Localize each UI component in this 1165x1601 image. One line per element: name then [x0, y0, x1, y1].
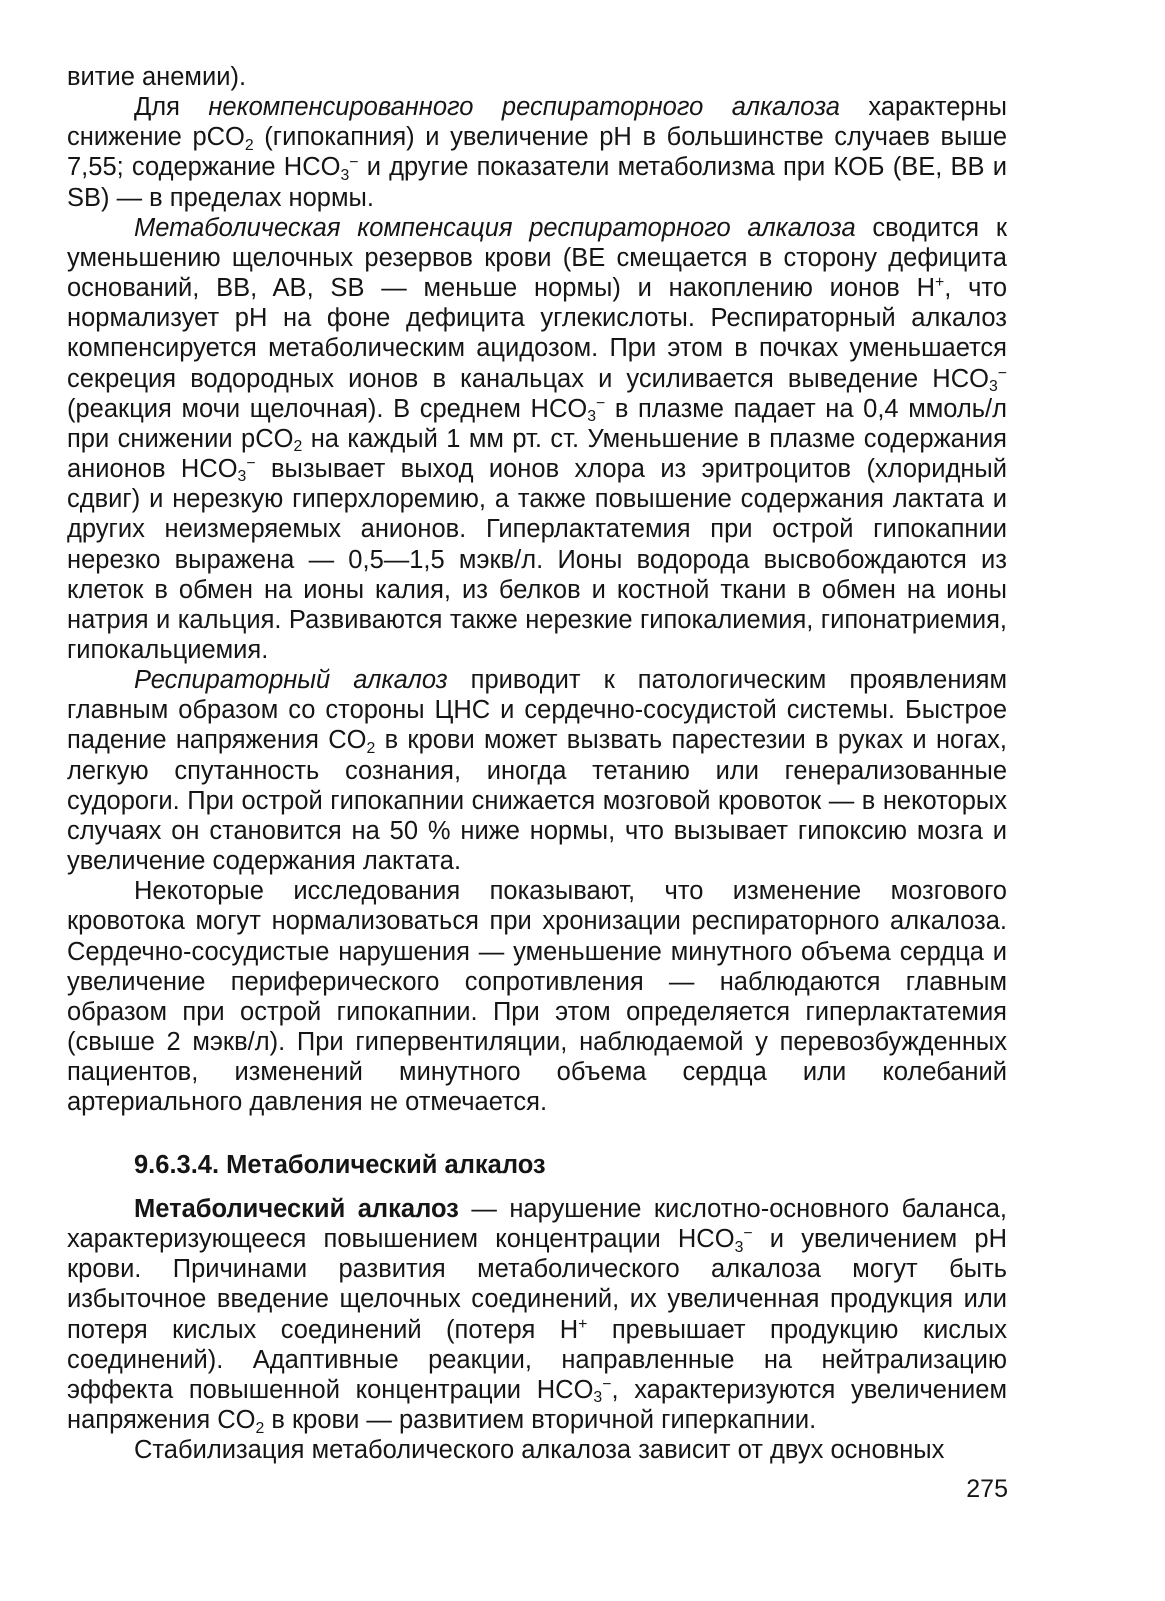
body-text-top: [67, 62, 1007, 1117]
body-text-bottom: [67, 1194, 1007, 1465]
paragraph-uncompensated-respiratory-alkalosis: Для некомпенсированного респираторного алкалоза характерны снижение pCO$_2$ (гипокапния) и увеличение pH в большинстве случаев выше 7,55; содержание $HCO_3^-$ и другие показатели метаболизма при КОБ (BE, BB и SB) — в пределах нормы.: [67, 93, 1008, 212]
paragraph-continuation: витие анемии).: [67, 63, 247, 91]
section-heading: 9.6.3.4. Метаболический алкалоз: [134, 1151, 546, 1179]
page-number: 275: [966, 1475, 1008, 1503]
paragraph-metabolic-alkalosis-definition: Метаболический алкалоз — нарушение кислотно-основного баланса, характеризующееся повышением концентрации $HCO_3^-$ и увеличением pH крови. Причинами развития метаболического алкалоза могут быть избыточное введение щелочных соединений, их увеличенная продукция или потеря кислых соединений (потеря H+ превышает продукцию кислых соединений). Адаптивные реакции, направленные на нейтрализацию эффекта повышенной концентрации $HCO_3^-$, характеризуются увеличением напряжения $CO_2$ в крови — развитием вторичной гиперкапнии.: [67, 1195, 1007, 1437]
paragraph-respiratory-alkalosis-manifestations: Респираторный алкалоз приводит к патологическим проявлениям главным образом со стороны ЦНС и сердечно-сосудистой системы. Быстрое падение напряжения $CO_2$ в крови может вызвать парестезии в руках и ногах, легкую спутанность сознания, иногда тетанию или генерализованные судороги. При острой гипокапнии снижается мозговой кровоток — в некоторых случаях он становится на 50 % ниже нормы, что вызывает гипоксию мозга и увеличение содержания лактата.: [67, 666, 1007, 876]
paragraph-metabolic-alkalosis-stabilization: Стабилизация метаболического алкалоза зависит от двух основных: [134, 1436, 945, 1465]
paragraph-metabolic-compensation: Метаболическая компенсация респираторного алкалоза сводится к уменьшению щелочных резервов крови (BE смещается в сторону дефицита оснований, BB, AB, SB — меньше нормы) и накоплению ионов H+, что нормализует pH на фоне дефицита углекислоты. Респираторный алкалоз компенсируется метаболическим ацидозом. При этом в почках уменьшается секреция водородных ионов в канальцах и усиливается выведение $HCO_3^-$ (реакция мочи щелочная). В среднем $HCO_3^-$ в плазме падает на 0,4 ммоль/л при снижении pCO$_2$ на каждый 1 мм рт. ст. Уменьшение в плазме содержания анионов $HCO_3^-$ вызывает выход ионов хлора из эритроцитов (хлоридный сдвиг) и нерезкую гиперхлоремию, а также повышение содержания лактата и других неизмеряемых анионов. Гиперлактатемия при острой гипокапнии нерезко выражена — 0,5—1,5 мэкв/л. Ионы водорода высвобождаются из клеток в обмен на ионы калия, из белков и костной ткани в обмен на ионы натрия и кальция. Развиваются также нерезкие гипокалиемия, гипонатриемия, гипокальциемия.: [67, 213, 1008, 664]
paragraph-cerebral-blood-flow: Некоторые исследования показывают, что изменение мозгового кровотока могут нормализоваться при хронизации респираторного алкалоза. Сердечно-сосудистые нарушения — уменьшение минутного объема сердца и увеличение периферического сопротивления — наблюдаются главным образом при острой гипокапнии. При этом определяется гиперлактатемия (свыше 2 мэкв/л). При гипервентиляции, наблюдаемой у перевозбужденных пациентов, изменений минутного объема сердца или колебаний артериального давления не отмечается.: [67, 877, 1007, 1117]
